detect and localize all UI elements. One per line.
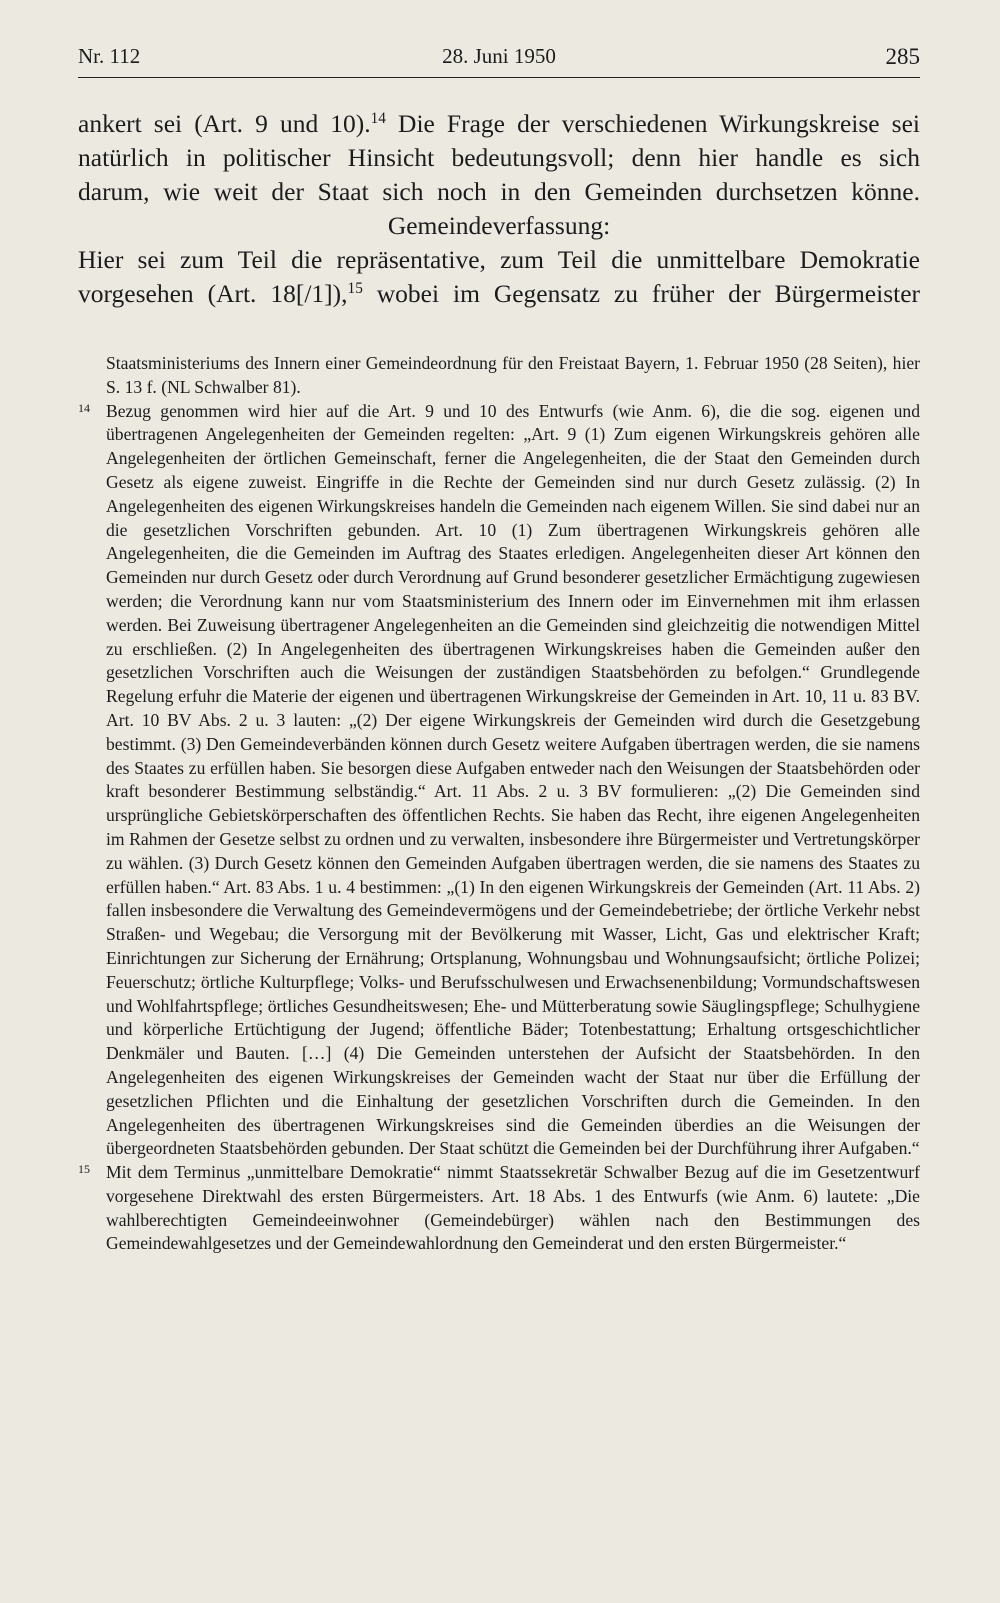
document-number: Nr. 112 xyxy=(78,44,141,68)
body-line xyxy=(78,277,920,311)
running-header xyxy=(78,44,920,76)
section-heading: Gemeindeverfassung: xyxy=(387,211,611,240)
footnote-14 xyxy=(78,400,920,1162)
footnote-ref-14: 14 xyxy=(370,109,386,127)
body-line: darum, wie weit der Staat sich noch in den Gemeinden durchsetzen könne. xyxy=(78,177,920,206)
body-text: Die Frage der verschiedenen Wirkungskreise sei xyxy=(385,109,920,138)
footnote-number: 15 xyxy=(78,1162,90,1177)
page-number: 285 xyxy=(885,44,920,69)
footnote-number: 14 xyxy=(78,400,90,415)
body-line: Hier sei zum Teil die repräsentative, zum Teil die unmittelbare Demokratie xyxy=(78,245,920,274)
footnote-ref-15: 15 xyxy=(347,279,363,297)
footnotes xyxy=(78,352,920,1256)
footnote-15 xyxy=(78,1161,920,1256)
document-date: 28. Juni 1950 xyxy=(442,44,556,68)
body-line xyxy=(78,107,920,141)
body-text: wobei im Gegensatz zu früher der Bürgermeister xyxy=(362,279,921,308)
body-text: ankert sei (Art. 9 und 10). xyxy=(78,109,371,138)
footnote-continuation: Staatsministeriums des Innern einer Gemeindeordnung für den Freistaat Bayern, 1. Februar 1950 (28 Seiten), hier S. 13 f. (NL Schwalber 81). xyxy=(106,353,920,397)
main-text xyxy=(78,107,920,311)
body-line: natürlich in politischer Hinsicht bedeutungsvoll; denn hier handle es sich xyxy=(78,143,920,172)
footnote-text: Bezug genommen wird hier auf die Art. 9 und 10 des Entwurfs (wie Anm. 6), die die sog. eigenen und übertragenen Angelegenheiten der Gemeinden regelten: „Art. 9 (1) Zum eigenen Wirkungskreis gehören alle Angelegenheiten der örtlichen Gemeinschaft, ferner die Angelegenheiten, die der Staat den Gemeinden durch Gesetz als eigene zuweist. Eingriffe in die Rechte der Gemeinden sind nur durch Gesetz zulässig. (2) In Angelegenheiten des eigenen Wirkungskreises handeln die Gemeinden nach eigenem Willen. Sie sind dabei nur an die gesetzlichen Vorschriften gebunden. Art. 10 (1) Zum übertragenen Wirkungskreis gehören alle Angelegenheiten, die die Gemeinden im Auftrag des Staates erledigen. Angelegenheiten dieser Art können den Gemeinden nur durch Gesetz oder durch Verordnung auf Grund besonderer gesetzlicher Ermächtigung zugewiesen werden; die Verordnung kann nur vom Staatsministerium des Innern oder im Einvernehmen mit ihm erlassen werden. Bei Zuweisung übertragener Angelegenheiten an die Gemeinden sind gleichzeitig die notwendigen Mittel zu erschließen. (2) In Angelegenheiten des übertragenen Wirkungskreises haben die Gemeinden außer den gesetzlichen Vorschriften auch die Weisungen der zuständigen Staatsbehörden zu befolgen.“ Grundlegende Regelung erfuhr die Materie der eigenen und übertragenen Wirkungskreise der Gemeinden in Art. 10, 11 u. 83 BV. Art. 10 BV Abs. 2 u. 3 lauten: „(2) Der eigene Wirkungskreis der Gemeinden wird durch die Gesetzgebung bestimmt. (3) Den Gemeindeverbänden können durch Gesetz weitere Aufgaben übertragen werden, die sie namens des Staates zu erfüllen haben. Sie besorgen diese Aufgaben entweder nach den Weisungen der Staatsbehörden oder kraft besonderer Bestimmung selbständig.“ Art. 11 Abs. 2 u. 3 BV formulieren: „(2) Die Gemeinden sind ursprüngliche Gebietskörperschaften des öffentlichen Rechts. Sie haben das Recht, ihre eigenen Angelegenheiten im Rahmen der Gesetze selbst zu ordnen und zu verwalten, insbesondere ihre Bürgermeister und Vertretungskörper zu wählen. (3) Durch Gesetz können den Gemeinden Aufgaben übertragen werden, die sie namens des Staates zu erfüllen haben.“ Art. 83 Abs. 1 u. 4 bestimmen: „(1) In den eigenen Wirkungskreis der Gemeinden (Art. 11 Abs. 2) fallen insbesondere die Verwaltung des Gemeindevermögens und der Gemeindebetriebe; der örtliche Verkehr nebst Straßen- und Wegebau; die Versorgung mit der Bevölkerung mit Wasser, Licht, Gas und elektrischer Kraft; Einrichtungen zur Sicherung der Ernährung; Ortsplanung, Wohnungsbau und Wohnungsaufsicht; örtliche Polizei; Feuerschutz; örtliche Kulturpflege; Volks- und Berufsschulwesen und Erwachsenenbildung; Vormundschaftswesen und Wohlfahrtspflege; örtliches Gesundheitswesen; Ehe- und Mütterberatung sowie Säuglingspflege; Schulhygiene und körperliche Ertüchtigung der Jugend; öffentliche Bäder; Totenbestattung; Erhaltung ortsgeschichtlicher Denkmäler und Bauten. […] (4) Die Gemeinden unterstehen der Aufsicht der Staatsbehörden. In den Angelegenheiten des eigenen Wirkungskreises der Gemeinden wacht der Staat nur über die Erfüllung der gesetzlichen Pflichten und die Einhaltung der gesetzlichen Vorschriften durch die Gemeinden. In den Angelegenheiten des übertragenen Wirkungskreises sind die Gemeinden überdies an die Weisungen der übergeordneten Staatsbehörden gebunden. Der Staat schützt die Gemeinden bei der Durchführung ihrer Aufgaben.“ xyxy=(106,400,920,1159)
header-rule xyxy=(78,77,920,78)
footnote-text: Mit dem Terminus „unmittelbare Demokratie“ nimmt Staatssekretär Schwalber Bezug auf die im Gesetzentwurf vorgesehene Direktwahl des ersten Bürgermeisters. Art. 18 Abs. 1 des Entwurfs (wie Anm. 6) lautete: „Die wahlberechtigten Gemeindeeinwohner (Gemeindebürger) wählen nach den Bestimmungen des Gemeindewahlgesetzes und der Gemeindewahlordnung den Gemeinderat und den ersten Bürgermeister.“ xyxy=(106,1162,920,1254)
body-text: vorgesehen (Art. 18[/1]), xyxy=(78,279,348,308)
